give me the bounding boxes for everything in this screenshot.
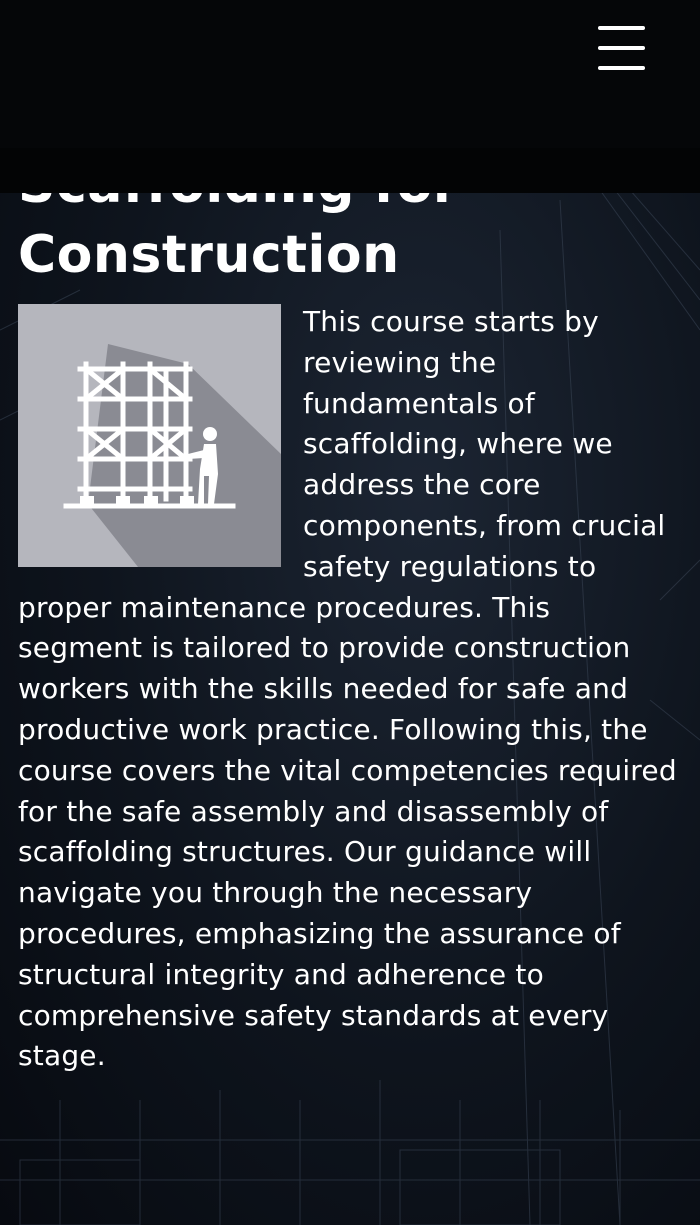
article [18, 150, 678, 1077]
article-paragraph: This course starts by reviewing the fundamentals of scaffolding, where we address the core components, from crucial safety regulations to proper maintenance procedures. This segment is tailored to provide construction workers with the skills needed for safe and productive work practice. Following this, the course covers the vital competencies required for the safe assembly and disassembly of scaffolding structures. Our guidance will navigate you through the necessary procedures, emphasizing the assurance of structural integrity and adherence to comprehensive safety standards at every stage. [18, 305, 677, 1073]
top-header [0, 0, 700, 193]
header-band [0, 148, 700, 193]
course-thumbnail [18, 304, 281, 567]
menu-bar [598, 66, 645, 70]
menu-bar [598, 46, 645, 50]
article-body [18, 302, 678, 1077]
menu-bar [598, 26, 645, 30]
hamburger-menu-icon[interactable] [590, 22, 652, 78]
scaffolding-worker-icon [18, 304, 281, 567]
page-title: Construction [18, 225, 400, 285]
